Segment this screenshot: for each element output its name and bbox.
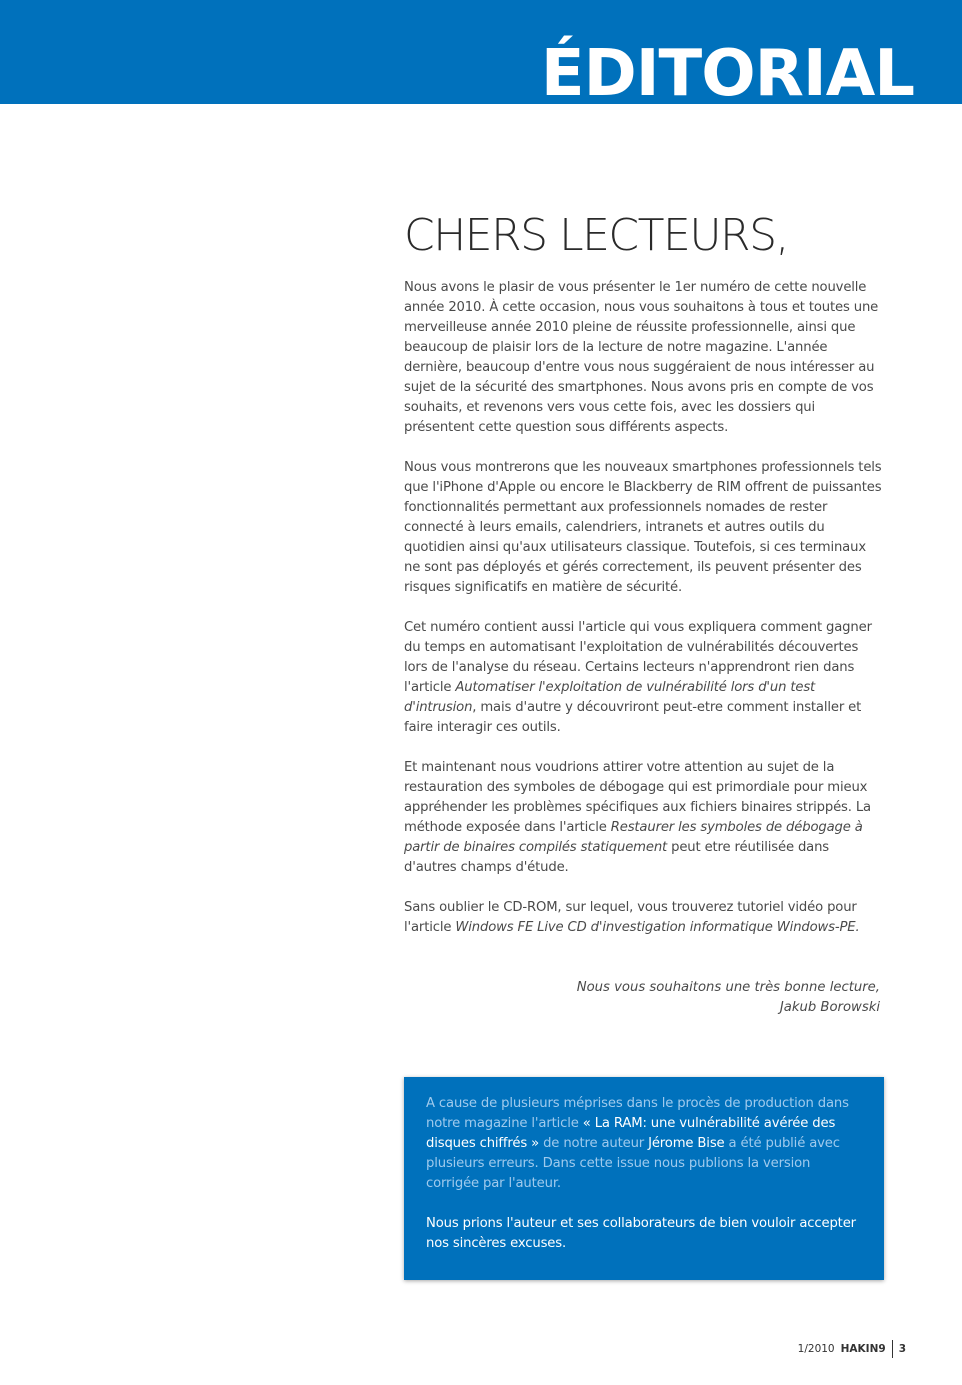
editorial-article bbox=[404, 206, 884, 1018]
author-signature: Jakub Borowski bbox=[779, 1000, 880, 1015]
page-title: CHERS LECTEURS, bbox=[404, 210, 789, 261]
notice-author-name: Jérome Bise bbox=[648, 1136, 725, 1151]
notice-text-c: a été publié avec plusieurs erreurs. Dans cette issue nous publions la version corrigée par l'auteur. bbox=[426, 1136, 840, 1191]
paragraph-1: Nous avons le plasir de vous présenter le 1er numéro de cette nouvelle année 2010. À cette occasion, nous vous souhaitons à tous et toutes une merveilleuse année 2010 pleine de réussite professionnelle, ainsi que beaucoup de plaisir lors de la lecture de notre magazine. L'année dernière, beaucoup d'entre vous nous suggéraient de nous intéresser au sujet de la sécurité des smartphones. Nous avons pris en compte de vos souhaits, et revenons vers vous cette fois, avec les dossiers qui présentent cette question sous différents aspects. bbox=[404, 280, 879, 435]
page-footer bbox=[798, 1340, 906, 1358]
correction-notice-box bbox=[404, 1077, 884, 1280]
article-reference-title: Automatiser l'exploitation de vulnérabilité lors d'un test d'intrusion bbox=[404, 680, 816, 715]
page-number: 3 bbox=[898, 1343, 906, 1355]
notice-text-b: de notre auteur bbox=[539, 1136, 649, 1151]
closing-line: Nous vous souhaitons une très bonne lecture, bbox=[576, 980, 880, 995]
paragraph-3-text-a: Cet numéro contient aussi l'article qui vous expliquera comment gagner du temps en automatisant l'exploitation de vulnérabilités découvertes lors de l'analyse du réseau. Certains lecteurs n'apprendront rien dans l'article bbox=[404, 620, 872, 695]
notice-article-title: « La RAM: une vulnérabilité avérée des disques chiffrés » bbox=[426, 1116, 836, 1151]
paragraph-5-text-a: Sans oublier le CD-ROM, sur lequel, vous trouverez tutoriel vidéo pour l'article bbox=[404, 900, 857, 935]
article-reference-title: Restaurer les symboles de débogage à partir de binaires compilés statiquement bbox=[404, 820, 863, 855]
header-band bbox=[0, 0, 962, 104]
article-reference-title: Windows FE Live CD d'investigation informatique Windows-PE. bbox=[455, 920, 860, 935]
correction-notice-text bbox=[426, 1094, 864, 1194]
paragraph-3 bbox=[404, 618, 884, 738]
paragraph-4-text-b: peut etre réutilisée dans d'autres champs d'étude. bbox=[404, 840, 830, 875]
magazine-name: HAKIN9 bbox=[840, 1343, 886, 1355]
notice-text-a: A cause de plusieurs méprises dans le procès de production dans notre magazine l'article bbox=[426, 1096, 849, 1131]
signoff bbox=[404, 978, 884, 1018]
footer-divider bbox=[892, 1340, 893, 1358]
apology-text: Nous prions l'auteur et ses collaborateurs de bien vouloir accepter nos sincères excuses. bbox=[426, 1216, 856, 1251]
paragraph-3-text-b: , mais d'autre y découvriront peut-etre comment installer et faire interagir ces outils. bbox=[404, 700, 862, 735]
section-title: ÉDITORIAL bbox=[540, 37, 914, 104]
paragraph-2: Nous vous montrerons que les nouveaux smartphones professionnels tels que l'iPhone d'Apple ou encore le Blackberry de RIM offrent de puissantes fonctionnalités permettant aux professionnels nomades de rester connecté à leurs emails, calendriers, intranets et autres outils du quotidien ainsi qu'aux utilisateurs classique. Toutefois, si ces terminaux ne sont pas déployés et gérés correctement, ils peuvent présenter des risques significatifs en matière de sécurité. bbox=[404, 460, 882, 595]
issue-number: 1/2010 bbox=[797, 1343, 835, 1355]
paragraph-4-text-a: Et maintenant nous voudrions attirer votre attention au sujet de la restauration des symboles de débogage qui est primordiale pour mieux appréhender les problèmes spécifiques aux fichiers binaires strippés. La méthode exposée dans l'article bbox=[404, 760, 871, 835]
paragraph-5 bbox=[404, 898, 884, 938]
paragraph-4 bbox=[404, 758, 884, 878]
